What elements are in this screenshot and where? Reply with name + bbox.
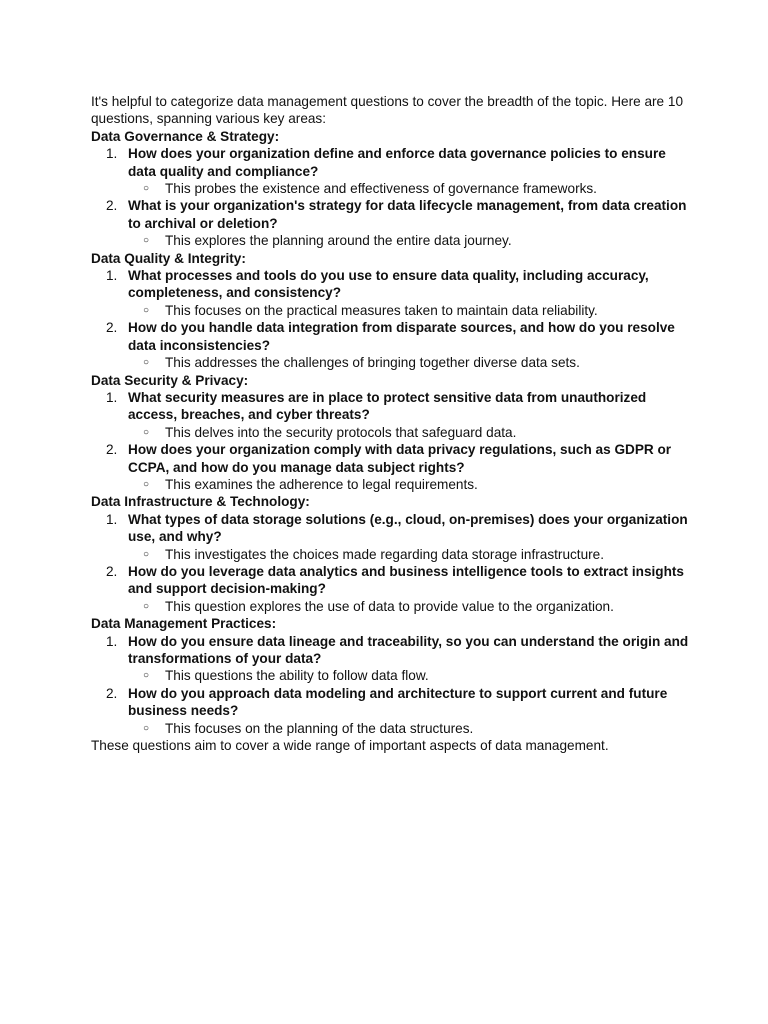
question-text: What security measures are in place to protect sensitive data from unauthorized access, breaches, and cyber threats? (128, 389, 647, 423)
question-note (128, 598, 691, 615)
section-governance (91, 128, 691, 250)
question-text: How does your organization define and enforce data governance policies to ensure data quality and compliance? (128, 146, 666, 179)
question-number: 2. (106, 442, 118, 458)
question-item (91, 319, 691, 371)
section-title: Data Quality & Integrity: (91, 250, 246, 266)
question-item (91, 511, 691, 563)
question-list (91, 267, 691, 371)
question-text: What processes and tools do you use to ensure data quality, including accuracy, completeness, and consistency? (128, 268, 649, 301)
question-text: What is your organization's strategy for data lifecycle management, from data creation to archival or deletion? (128, 198, 687, 231)
hollow-bullet-icon: ○ (143, 357, 150, 369)
question-item (91, 267, 691, 319)
question-note (128, 476, 691, 493)
closing-paragraph: These questions aim to cover a wide range of important aspects of data management. (91, 738, 609, 754)
note-text: This probes the existence and effectiveness of governance frameworks. (165, 181, 597, 197)
question-list (91, 389, 691, 493)
hollow-bullet-icon: ○ (143, 478, 150, 490)
note-text: This examines the adherence to legal requirements. (165, 476, 478, 492)
note-text: This focuses on the planning of the data structures. (165, 720, 474, 736)
question-note (128, 354, 691, 371)
note-text: This explores the planning around the entire data journey. (165, 233, 512, 249)
question-item (91, 441, 691, 493)
question-number: 2. (106, 685, 118, 701)
question-note (128, 720, 691, 737)
section-security (91, 372, 691, 494)
question-note (128, 546, 691, 563)
question-number: 2. (106, 320, 118, 336)
note-text: This question explores the use of data to provide value to the organization. (165, 598, 614, 614)
hollow-bullet-icon: ○ (143, 670, 150, 682)
hollow-bullet-icon: ○ (143, 235, 150, 247)
section-title: Data Governance & Strategy: (91, 128, 280, 144)
question-note (128, 232, 691, 249)
question-list (91, 633, 691, 737)
question-note (128, 424, 691, 441)
question-note (128, 180, 691, 197)
section-practices (91, 615, 691, 737)
question-text: How does your organization comply with data privacy regulations, such as GDPR or CCPA, and how do you manage data subject rights? (128, 442, 672, 475)
hollow-bullet-icon: ○ (143, 304, 150, 316)
note-text: This investigates the choices made regarding data storage infrastructure. (165, 546, 605, 562)
question-item (91, 197, 691, 249)
question-list (91, 511, 691, 615)
question-number: 1. (106, 389, 118, 405)
question-item (91, 685, 691, 737)
note-text: This questions the ability to follow data flow. (165, 668, 429, 684)
intro-paragraph: It's helpful to categorize data management questions to cover the breadth of the topic. Here are 10 questions, spanning various key areas: (91, 94, 684, 127)
section-infrastructure (91, 493, 691, 615)
question-text: How do you handle data integration from disparate sources, and how do you resolve data inconsistencies? (128, 320, 675, 353)
question-note (128, 667, 691, 684)
section-title: Data Management Practices: (91, 616, 277, 632)
question-text: What types of data storage solutions (e.g., cloud, on-premises) does your organization use, and why? (128, 511, 688, 545)
question-note (128, 302, 691, 319)
question-item (91, 633, 691, 685)
note-text: This delves into the security protocols that safeguard data. (165, 424, 517, 440)
hollow-bullet-icon: ○ (143, 600, 150, 612)
question-number: 2. (106, 198, 118, 214)
question-text: How do you approach data modeling and architecture to support current and future business needs? (128, 685, 668, 719)
question-number: 1. (106, 268, 118, 284)
question-text: How do you ensure data lineage and traceability, so you can understand the origin and transformations of your data? (128, 633, 689, 666)
question-item (91, 145, 691, 197)
question-item (91, 563, 691, 615)
question-number: 1. (106, 146, 118, 162)
question-item (91, 389, 691, 441)
section-title: Data Security & Privacy: (91, 372, 249, 388)
note-text: This focuses on the practical measures taken to maintain data reliability. (165, 302, 598, 318)
hollow-bullet-icon: ○ (143, 548, 150, 560)
section-quality (91, 250, 691, 372)
document-page (91, 93, 691, 754)
note-text: This addresses the challenges of bringing together diverse data sets. (165, 355, 580, 371)
hollow-bullet-icon: ○ (143, 722, 150, 734)
hollow-bullet-icon: ○ (143, 426, 150, 438)
question-text: How do you leverage data analytics and business intelligence tools to extract insights and support decision-making? (128, 563, 684, 597)
question-number: 1. (106, 633, 118, 649)
question-number: 1. (106, 511, 118, 527)
section-title: Data Infrastructure & Technology: (91, 494, 310, 510)
hollow-bullet-icon: ○ (143, 183, 150, 195)
question-list (91, 145, 691, 249)
question-number: 2. (106, 563, 118, 579)
